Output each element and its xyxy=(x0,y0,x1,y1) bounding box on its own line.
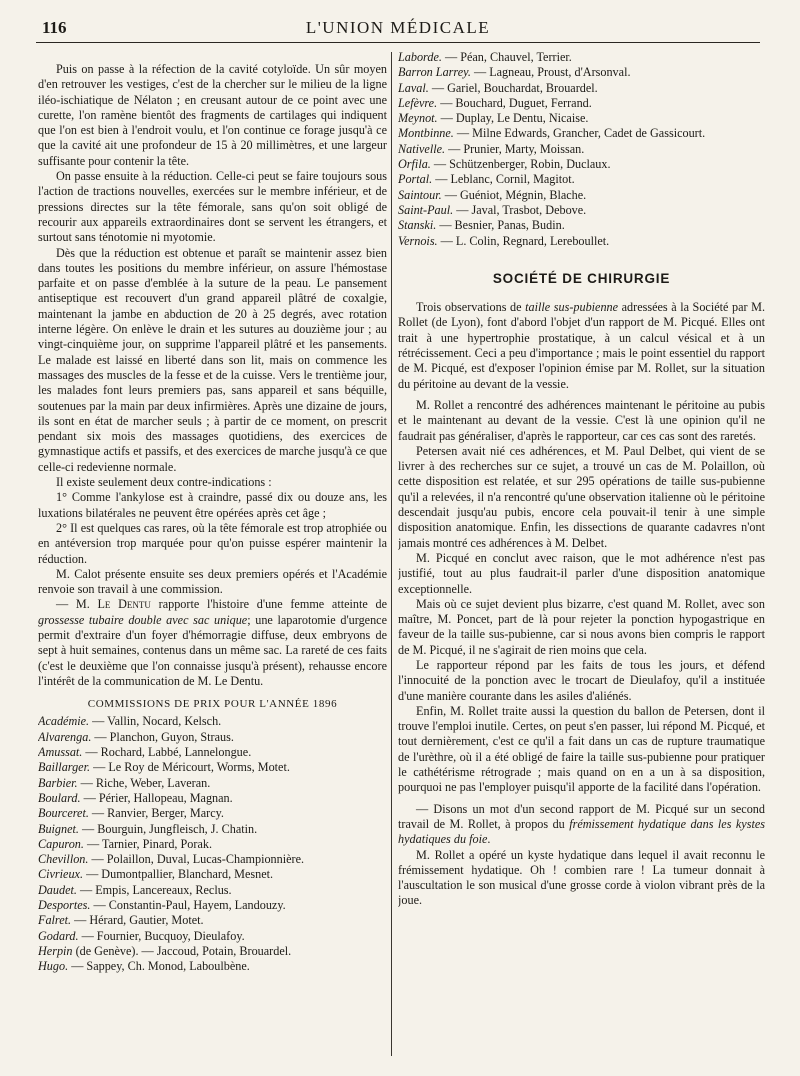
commission-entry xyxy=(398,172,765,187)
column-divider xyxy=(391,52,392,1056)
prize-name: Godard. xyxy=(38,928,79,943)
commissions-list-continued xyxy=(398,50,765,249)
prize-name: Lefèvre. xyxy=(398,95,438,110)
running-head: L'UNION MÉDICALE xyxy=(305,18,491,37)
commission-entry xyxy=(398,142,765,157)
commission-entry xyxy=(398,96,765,111)
commission-entry xyxy=(38,776,387,791)
author-name: Le Dentu xyxy=(97,597,151,612)
commission-members: — Duplay, Le Dentu, Nicaise. xyxy=(437,111,589,126)
commission-entry xyxy=(38,791,387,806)
paragraph: Il existe seulement deux contre-indications : xyxy=(56,475,272,490)
commission-members: — Hérard, Gautier, Motet. xyxy=(71,913,204,928)
paragraph: M. Rollet a rencontré des adhérences maintenant le péritoine au pubis et le maintenant au devant de la vessie. C'est là une opinion qu'il ne faudrait pas généraliser, d'après le rapporteur, car ces cas sont des raretés. xyxy=(398,397,765,443)
commission-members: — Javal, Trasbot, Debove. xyxy=(453,202,587,217)
paragraph: Puis on passe à la réfection de la cavité cotyloïde. Un sûr moyen d'en retrouver les vestiges, c'est de la chercher sur le milieu de la ligne iléo-ischiatique de Nélaton ; en creusant autour de ce point avec une curette, l'on ramène bientôt des fragments de cartilages qui indiquent que l'on est bien à l'endroit voulu, et l'on continue ce forage jusqu'à ce que la cavité ait une profondeur de 15 à 20 millimètres, et une largeur suffisante pour contenir la tête. xyxy=(38,62,387,168)
italic-text: taille sus-pubienne xyxy=(525,300,619,315)
commission-entry xyxy=(38,730,387,745)
prize-name: Alvarenga. xyxy=(38,729,92,744)
prize-name: Chevillon. xyxy=(38,852,89,867)
commission-entry xyxy=(38,822,387,837)
text: adressées à la Société par M. Rollet (de Lyon), font d'abord l'objet d'un rapport de M. Picqué. Elles ont trait à une hypertrophie prostatique, à un calcul vésical et à un rétrécissement. Ceci a peu d'importance ; mais le point essentiel du rapport de M. Picqué, est d'exposer l'opinion émise par M. Rollet, sur la situation du péritoine au devant de la vessie. xyxy=(398,300,765,391)
commission-members: — Schützenberger, Robin, Duclaux. xyxy=(430,157,611,172)
commission-entry xyxy=(38,929,387,944)
left-column xyxy=(38,62,387,1056)
commission-members: — Lagneau, Proust, d'Arsonval. xyxy=(470,65,631,80)
commission-entry xyxy=(398,126,765,141)
prize-name: Civrieux. xyxy=(38,867,84,882)
paragraph: Le rapporteur répond par les faits de tous les jours, et défend l'innocuité de la ponction avec le trocart de Dieulafoy, qu'il a instituée d'une manière courante dans les asiles d'aliénés. xyxy=(398,657,765,703)
commission-entry xyxy=(398,218,765,233)
commission-members: — Fournier, Bucquoy, Dieulafoy. xyxy=(78,928,245,943)
commission-entry xyxy=(38,760,387,775)
prize-name: Saintour. xyxy=(398,187,442,202)
commission-entry xyxy=(398,81,765,96)
page-header xyxy=(36,12,760,43)
text: — M. xyxy=(56,597,98,612)
commission-members: — Tarnier, Pinard, Porak. xyxy=(83,836,213,851)
commission-entry xyxy=(38,714,387,729)
prize-name: Capuron. xyxy=(38,836,84,851)
prize-name: Montbinne. xyxy=(398,126,454,141)
section-title: SOCIÉTÉ DE CHIRURGIE xyxy=(492,270,671,286)
commission-members: — Riche, Weber, Laveran. xyxy=(77,775,211,790)
paragraph: 2° Il est quelques cas rares, où la tête fémorale est trop atrophiée ou en antéversion trop marquée pour qu'on puisse espérer maintenir la réduction. xyxy=(38,520,387,566)
text: ; une laparotomie d'urgence permit d'extraire d'un foyer d'hémorragie diffuse, deux embryons de sept à huit semaines, contenus dans un même sac. La rareté de ces faits (c'est le deuxième que l'on connaisse jusqu'à présent), rehausse encore l'intérêt de la communication de M. Le Dentu. xyxy=(38,612,387,688)
commission-members: — Polaillon, Duval, Lucas-Championnière. xyxy=(88,852,305,867)
prize-name: Falret. xyxy=(38,913,72,928)
commission-members: — Milne Edwards, Grancher, Cadet de Gassicourt. xyxy=(453,126,706,141)
commission-members: — Dumontpallier, Blanchard, Mesnet. xyxy=(83,867,274,882)
paragraph: M. Rollet a opéré un kyste hydatique dans lequel il avait reconnu le frémissement hydatique. Oh ! combien rare ! La tumeur donnait à l'auscultation le son musical d'une grosse corde à violon vibrant près de la joue. xyxy=(398,847,765,908)
commission-entry xyxy=(398,203,765,218)
commission-entry xyxy=(38,852,387,867)
commissions-list xyxy=(38,714,387,974)
commissions-heading: COMMISSIONS DE PRIX POUR L'ANNÉE 1896 xyxy=(87,698,338,711)
commission-entry xyxy=(38,867,387,882)
paragraph: Petersen avait nié ces adhérences, et M. Paul Delbet, qui vient de se livrer à des recherches sur ce sujet, a trouvé un cas de M. Polaillon, où cette disposition est relatée, et sur 295 opérations de taille sus-pubienne qu'il a relevées, il n'a rencontré qu'une observation italienne où le péritoine descendait jusqu'au pubis, encore cela pouvait-il tenir à une simple disposition anatomique. Enfin, les dissections de quarante cadavres n'ont jamais montré ces adhérences à M. Delbet. xyxy=(398,443,765,550)
commission-members: — L. Colin, Regnard, Lereboullet. xyxy=(437,233,610,248)
paragraph: M. Calot présente ensuite ses deux premiers opérés et l'Académie renvoie son travail à une commission. xyxy=(38,566,387,597)
commission-entry xyxy=(38,883,387,898)
commission-members: — Périer, Hallopeau, Magnan. xyxy=(80,790,233,805)
commission-entry xyxy=(38,944,387,959)
commission-entry xyxy=(398,111,765,126)
italic-text: grossesse tubaire double avec sac unique xyxy=(38,612,248,627)
le-dentu-paragraph xyxy=(38,597,387,689)
commission-members: — Besnier, Panas, Budin. xyxy=(436,218,565,233)
prize-name: Daudet. xyxy=(38,882,77,897)
prize-name: Saint-Paul. xyxy=(398,202,454,217)
commission-entry xyxy=(398,157,765,172)
prize-name: Baillarger. xyxy=(38,760,91,775)
commission-members: — Vallin, Nocard, Kelsch. xyxy=(89,714,222,729)
commission-entry xyxy=(38,959,387,974)
commission-members: — Bouchard, Duguet, Ferrand. xyxy=(437,95,592,110)
text: Trois observations de xyxy=(416,300,526,315)
prize-name: Desportes. xyxy=(38,898,91,913)
commission-entry xyxy=(38,745,387,760)
commission-members: — Planchon, Guyon, Straus. xyxy=(91,729,234,744)
prize-name: Portal. xyxy=(398,172,433,187)
prize-name: Nativelle. xyxy=(398,141,446,156)
prize-name: Stanski. xyxy=(398,218,437,233)
paragraph: M. Picqué en conclut avec raison, que le mot adhérence n'est pas justifié, tout au plus faudrait-il parler d'une disposition anatomique exceptionnelle. xyxy=(398,550,765,596)
paragraph: On passe ensuite à la réduction. Celle-ci peut se faire toujours sous l'action de tractions nouvelles, exercées sur le membre inférieur, et de pressions directes sur la tête fémorale, sans qu'on soit obligé de recourir aux appareils extraordinaires dont se servent les étrangers, et surtout sans ténotomie ni myotomie. xyxy=(38,169,387,245)
paragraph xyxy=(398,300,765,392)
prize-name: Laborde. xyxy=(398,50,442,64)
commission-members: — Ranvier, Berger, Marcy. xyxy=(88,806,224,821)
prize-name: Laval. xyxy=(398,80,429,95)
commission-members: — Sappey, Ch. Monod, Laboulbène. xyxy=(68,959,250,974)
right-column xyxy=(398,50,765,1056)
paragraph: Mais où ce sujet devient plus bizarre, c'est quand M. Rollet, avec son maître, M. Poncet, part de là pour rejeter la ponction hypogastrique en faveur de la taille sus-pubienne, car si nous avons bien compris le rapport de M. Picqué, il ne s'agirait de rien moins que cela. xyxy=(398,596,765,657)
prize-name: Barbier. xyxy=(38,775,78,790)
commission-members: — Guéniot, Mégnin, Blache. xyxy=(441,187,587,202)
commission-members: — Constantin-Paul, Hayem, Landouzy. xyxy=(90,898,286,913)
text: — Disons un mot d'un second rapport de M. Picqué sur un second travail de M. Rollet, à propos du xyxy=(398,801,765,831)
paragraph: 1° Comme l'ankylose est à craindre, passé dix ou douze ans, les luxations bilatérales ne peuvent être opérées après cet âge ; xyxy=(38,490,387,520)
prize-name: Amussat. xyxy=(38,745,83,760)
text: . xyxy=(487,832,491,847)
commission-members: — Bourguin, Jungfleisch, J. Chatin. xyxy=(78,821,258,836)
commission-entry xyxy=(398,65,765,80)
paragraph: Enfin, M. Rollet traite aussi la question du ballon de Petersen, dont il trouve l'emploi inutile. Certes, on peut s'en passer, lui répond M. Picqué, et tout dernièrement, c'est ce qu'il a fait dans un cas de rupture traumatique de l'urèthre, où il a été obligé de faire la taille sus-pubienne pour pratiquer le cathétérisme rétrograde ; mais quand on en a un à sa disposition, pourquoi ne pas l'employer puisqu'il apporte de la facilité dans l'opération. xyxy=(398,703,765,795)
italic-text: frémissement hydatique dans les kystes hydatiques du foie xyxy=(398,816,765,847)
paragraph xyxy=(398,802,765,848)
commission-members: — Prunier, Marty, Moissan. xyxy=(445,141,585,156)
prize-name: Vernois. xyxy=(398,233,438,248)
prize-name: Barron Larrey. xyxy=(398,65,471,80)
commission-entry xyxy=(38,837,387,852)
prize-name: Hugo. xyxy=(38,959,69,974)
commission-entry xyxy=(38,806,387,821)
prize-name: Meynot. xyxy=(398,111,438,126)
commission-members: — Péan, Chauvel, Terrier. xyxy=(441,50,572,64)
prize-name: Boulard. xyxy=(38,790,81,805)
page-number: 116 xyxy=(42,18,67,37)
prize-name: Académie. xyxy=(38,714,90,729)
commission-members: — Leblanc, Cornil, Magitot. xyxy=(432,172,575,187)
commission-entry xyxy=(398,188,765,203)
commission-members: — Empis, Lancereaux, Reclus. xyxy=(76,882,232,897)
commission-entry xyxy=(38,898,387,913)
paragraph: Dès que la réduction est obtenue et paraît se maintenir assez bien dans toutes les positions du membre inférieur, on assure l'hémostase parfaite et on passe d'emblée à la suture de la peau. Le pansement antiseptique est recouvert d'un grand appareil plâtré de coxalgie, maintenant la jambe en abduction de 20 à 25 degrés, avec rotation interne légère. On enlève le drain et les sutures au douzième jour ; au vingt-cinquième jour, on supprime l'appareil plâtré et les pansements. Le malade est laissé en liberté dans son lit, mais on commence les massages des muscles de la fesse et de la cuisse. Vers le trentième jour, les malades font leurs premiers pas, sans appareil et sans béquille, soutenues par la main par deux infirmières. Après une dizaine de jours, ils sont en état de marcher seuls ; à partir de ce moment, on prescrit pendant six mois des massages quotidiens, des exercices de gymnastique actifs et passifs, et des exercices de marche jusqu'à ce que celle-ci redevienne normale. xyxy=(38,245,387,474)
commission-members: (de Genève). — Jaccoud, Potain, Brouardel. xyxy=(72,943,292,958)
commission-members: — Le Roy de Méricourt, Worms, Motet. xyxy=(90,760,290,775)
prize-name: Bourceret. xyxy=(38,806,89,821)
prize-name: Herpin xyxy=(38,943,73,958)
commission-members: — Rochard, Labbé, Lannelongue. xyxy=(82,745,252,760)
prize-name: Buignet. xyxy=(38,821,79,836)
text: rapporte l'histoire d'une femme atteinte de xyxy=(150,597,387,612)
prize-name: Orfila. xyxy=(398,157,431,172)
commission-entry xyxy=(398,234,765,249)
commission-members: — Gariel, Bouchardat, Brouardel. xyxy=(428,80,598,95)
commission-entry xyxy=(398,50,765,65)
commission-entry xyxy=(38,913,387,928)
